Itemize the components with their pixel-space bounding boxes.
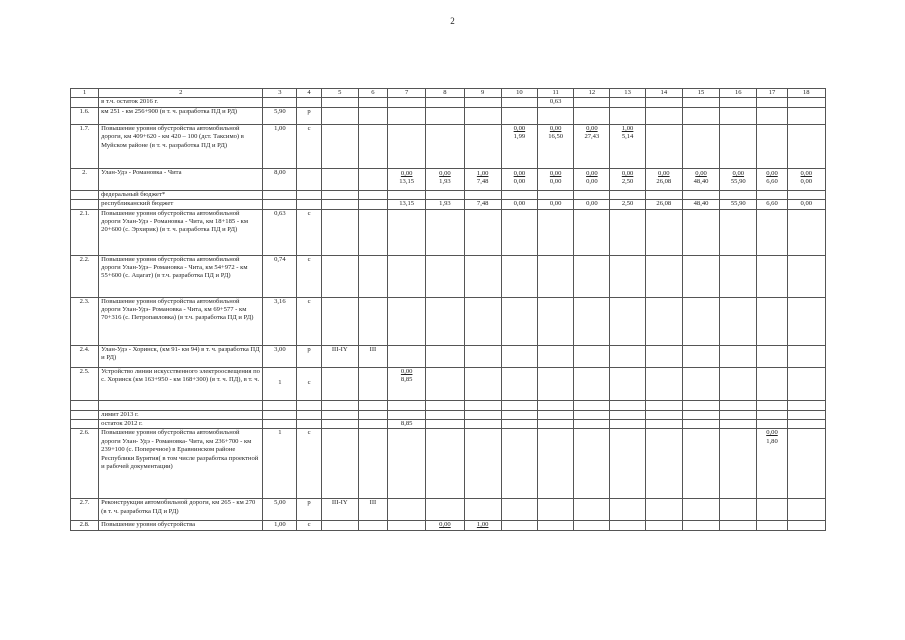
- row-name: Повышение уровня обустройства автомобильной дороги Улан-Удэ- Романовка - Чита, км 69+577 - км 70+316 (с. Петропавловка) (в т.ч. разработка ПД и РД): [99, 297, 263, 345]
- category-cell: III: [358, 345, 387, 367]
- value-cell: 0,00 0,00: [538, 168, 574, 190]
- value-cell: 1,00 5,14: [610, 124, 645, 168]
- type-cell: р: [297, 499, 321, 521]
- header-cell: 5: [321, 89, 358, 98]
- length-cell: 8,00: [263, 168, 297, 190]
- table-row: [71, 345, 826, 367]
- row-name: Устройство линии искусственного электроосвещения по с. Хоринск (км 163+950 - км 168+300) (в т. ч. ПД), в т. ч.: [99, 367, 263, 400]
- value-cell: 0,00: [538, 200, 574, 209]
- table-row: [71, 209, 826, 255]
- type-cell: с: [297, 124, 321, 168]
- value-cell: 26,08: [645, 200, 682, 209]
- length-cell: 3,16: [263, 297, 297, 345]
- length-cell: 5,00: [263, 499, 297, 521]
- value-cell: 0,00 55,90: [720, 168, 757, 190]
- table-row: [71, 429, 826, 499]
- header-cell: 7: [388, 89, 426, 98]
- row-name: остаток 2012 г.: [99, 420, 263, 429]
- row-name: Повышение уровня обустройства автомобильной дороги Улан- Удэ - Романовка- Чита, км 236+700 - км 239+100 (с. Поперечное) в Еравнинском районе Республики Бурятия( в том числе разработка проектной и рабочей документации): [99, 429, 263, 499]
- header-cell: 11: [538, 89, 574, 98]
- row-number: [71, 98, 99, 107]
- row-name: Реконструкция автомобильной дороги, км 265 - км 270 (в т. ч. разработка ПД и РД): [99, 499, 263, 521]
- row-name: Повышение уровня обустройства автомобильной дороги, км 409+620 - км 420 – 100 (дст. Таксимо) в Муйском районе (в т. ч. разработка ПД и РД): [99, 124, 263, 168]
- row-name: в т.ч. остаток 2016 г.: [99, 98, 263, 107]
- value-cell: 0,00 1,80: [757, 429, 787, 499]
- table-row: [71, 420, 826, 429]
- value-cell: 0,00: [501, 200, 537, 209]
- table-row: [71, 190, 826, 199]
- row-name: республиканский бюджет: [99, 200, 263, 209]
- value-cell: 2,50: [610, 200, 645, 209]
- header-cell: 17: [757, 89, 787, 98]
- value-cell: 8,85: [388, 420, 426, 429]
- value-cell: 0,00 48,40: [682, 168, 719, 190]
- header-cell: 3: [263, 89, 297, 98]
- table-row: [71, 410, 826, 419]
- header-cell: 14: [645, 89, 682, 98]
- value-cell: 0,00 1,99: [501, 124, 537, 168]
- row-number: 2.2.: [71, 255, 99, 297]
- table-row: [71, 107, 826, 124]
- type-cell: с: [297, 209, 321, 255]
- row-number: 1.6.: [71, 107, 99, 124]
- table-row: [71, 124, 826, 168]
- row-number: 2.7.: [71, 499, 99, 521]
- row-name: Повышение уровня обустройства автомобильной дороги Улан-Удэ - Романовка - Чита, км 18+185 - км 20+600 (с. Эрхирик) (в т. ч. разработка ПД и РД): [99, 209, 263, 255]
- table-row: [71, 367, 826, 400]
- header-cell: 12: [574, 89, 610, 98]
- row-number: 2.5.: [71, 367, 99, 400]
- table-row: [71, 98, 826, 107]
- type-cell: с: [297, 429, 321, 499]
- table-row: [71, 400, 826, 410]
- row-name: лимит 2013 г.: [99, 410, 263, 419]
- category-cell: III-IY: [321, 345, 358, 367]
- header-cell: 6: [358, 89, 387, 98]
- header-cell: 1: [71, 89, 99, 98]
- row-name: Улан-Удэ - Романовка - Чита: [99, 168, 263, 190]
- investment-table: [70, 88, 826, 531]
- value-cell: 0,00 2,50: [610, 168, 645, 190]
- value-cell: 1,93: [426, 200, 464, 209]
- row-name: км 251 - км 256+900 (в т. ч. разработка ПД и РД): [99, 107, 263, 124]
- header-cell: 2: [99, 89, 263, 98]
- header-cell: 4: [297, 89, 321, 98]
- row-number: 2.1.: [71, 209, 99, 255]
- table-header-row: [71, 89, 826, 98]
- value-cell: 48,40: [682, 200, 719, 209]
- header-cell: 18: [787, 89, 825, 98]
- table-row: [71, 297, 826, 345]
- table-row: [71, 521, 826, 530]
- length-cell: 1: [263, 429, 297, 499]
- header-cell: 16: [720, 89, 757, 98]
- table-row: [71, 499, 826, 521]
- length-cell: 5,90: [263, 107, 297, 124]
- value-cell: 0,00 16,50: [538, 124, 574, 168]
- row-name: Повышение уровня обустройства автомобильной дороги Улан-Удэ– Романовка - Чита, км 54+972 - км 55+600 (с. Ацагат) (в т.ч. разработка ПД и РД): [99, 255, 263, 297]
- length-cell: 3,00: [263, 345, 297, 367]
- value-cell: 6,60: [757, 200, 787, 209]
- type-cell: с: [297, 521, 321, 530]
- type-cell: с: [297, 297, 321, 345]
- table-row: [71, 168, 826, 190]
- row-number: 2.: [71, 168, 99, 190]
- type-cell: с: [297, 367, 321, 400]
- value-cell: 1,00 7,48: [464, 168, 501, 190]
- value-cell: 0,00: [426, 521, 464, 530]
- header-cell: 15: [682, 89, 719, 98]
- value-cell: 7,48: [464, 200, 501, 209]
- row-number: 2.8.: [71, 521, 99, 530]
- type-cell: р: [297, 107, 321, 124]
- value-cell: 0,00 1,93: [426, 168, 464, 190]
- category-cell: III-IY: [321, 499, 358, 521]
- row-name: Улан-Удэ - Хоринск, (км 91- км 94) в т. ч. разработка ПД и РД): [99, 345, 263, 367]
- header-cell: 10: [501, 89, 537, 98]
- value-cell: 55,90: [720, 200, 757, 209]
- value-cell: 0,00: [787, 200, 825, 209]
- length-cell: 1,00: [263, 521, 297, 530]
- length-cell: 1,00: [263, 124, 297, 168]
- length-cell: 0,74: [263, 255, 297, 297]
- value-cell: 0,00 8,85: [388, 367, 426, 400]
- value-cell: 13,15: [388, 200, 426, 209]
- page-number: 2: [450, 16, 455, 26]
- row-number: 2.4.: [71, 345, 99, 367]
- type-cell: р: [297, 345, 321, 367]
- value-cell: 0,00 13,15: [388, 168, 426, 190]
- value-cell: 0,00 0,00: [574, 168, 610, 190]
- header-cell: 9: [464, 89, 501, 98]
- value-cell: 0,00 26,08: [645, 168, 682, 190]
- header-cell: 13: [610, 89, 645, 98]
- value-cell: 0,00 0,00: [501, 168, 537, 190]
- type-cell: с: [297, 255, 321, 297]
- value-cell: 0,00 0,00: [787, 168, 825, 190]
- value-cell: 0,00 27,43: [574, 124, 610, 168]
- row-number: 1.7.: [71, 124, 99, 168]
- value-cell: 0,00: [574, 200, 610, 209]
- row-name: федеральный бюджет*: [99, 190, 263, 199]
- category-cell: III: [358, 499, 387, 521]
- length-cell: 0,63: [263, 209, 297, 255]
- header-cell: 8: [426, 89, 464, 98]
- value-cell: 0,00 6,60: [757, 168, 787, 190]
- value-cell: 1,00: [464, 521, 501, 530]
- length-cell: 1: [263, 367, 297, 400]
- row-number: 2.6.: [71, 429, 99, 499]
- row-name: Повышение уровня обустройства: [99, 521, 263, 530]
- table-row: [71, 200, 826, 209]
- value-cell: 0,63: [538, 98, 574, 107]
- table-row: [71, 255, 826, 297]
- row-number: 2.3.: [71, 297, 99, 345]
